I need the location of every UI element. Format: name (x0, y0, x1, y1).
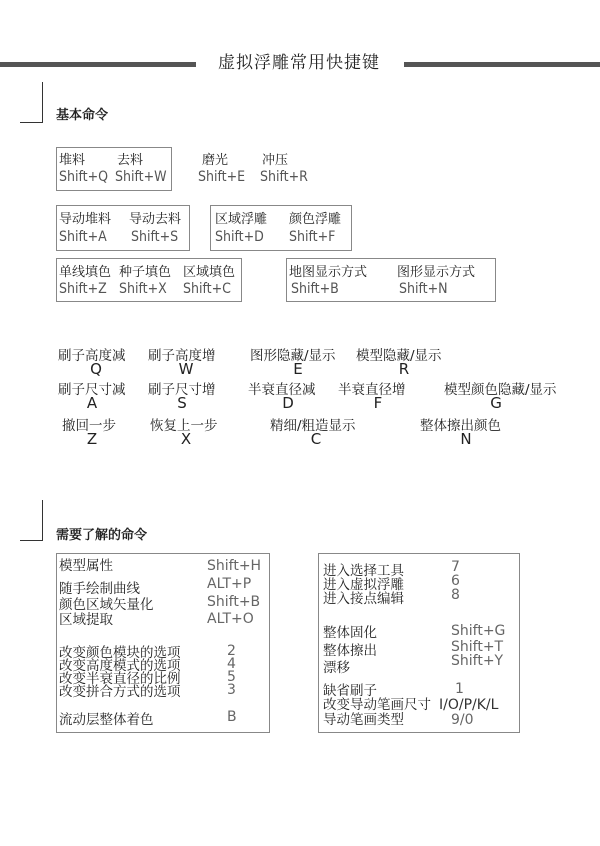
panel-label: 改变导动笔画尺寸 (323, 697, 431, 713)
panel-key: Shift+G (451, 623, 506, 639)
panel-key: B (227, 709, 237, 725)
shortcut-box-6 (286, 258, 496, 302)
box-label: 单线填色 (59, 265, 112, 280)
box-label: 磨光 (202, 153, 229, 168)
grid-key: W (178, 360, 194, 378)
grid-key: A (86, 394, 98, 412)
grid-key: C (310, 430, 322, 448)
panel-label: 改变拼合方式的选项 (59, 684, 181, 700)
box-label: 图形显示方式 (397, 265, 476, 280)
grid-key: Z (86, 430, 98, 448)
panel-key: 4 (227, 656, 236, 672)
box-key: Shift+D (215, 229, 264, 245)
panel-key: ALT+O (207, 611, 254, 627)
box-key: Shift+R (260, 169, 308, 185)
box-key: Shift+E (198, 169, 246, 185)
left-command-panel (56, 553, 270, 733)
panel-label: 改变半衰直径的比例 (59, 671, 181, 687)
section-title-basic: 基本命令 (56, 108, 109, 123)
shortcut-box-5 (56, 258, 242, 302)
panel-key: I/O/P/K/L (439, 697, 499, 713)
panel-key: ALT+P (207, 576, 252, 592)
section-corner-2 (20, 500, 43, 541)
panel-label: 进入接点编辑 (323, 591, 404, 607)
box-key: Shift+X (119, 281, 167, 297)
panel-label: 颜色区域矢量化 (59, 597, 154, 613)
grid-label: 精细/粗造显示 (270, 418, 356, 434)
panel-key: Shift+H (207, 558, 262, 574)
box-key: Shift+C (183, 281, 231, 297)
box-label: 堆料 (59, 153, 86, 168)
panel-label: 导动笔画类型 (323, 712, 404, 728)
header-rule-left (0, 62, 196, 67)
panel-label: 改变高度模式的选项 (59, 658, 181, 674)
shortcut-box-1 (56, 147, 172, 191)
grid-label: 图形隐藏/显示 (250, 348, 336, 364)
box-label: 去料 (117, 153, 144, 168)
grid-key: R (398, 360, 410, 378)
panel-key: Shift+Y (451, 653, 504, 669)
panel-label: 改变颜色模块的选项 (59, 645, 181, 661)
panel-key: 8 (451, 587, 460, 603)
section-title-advanced: 需要了解的命令 (56, 528, 148, 543)
grid-key: S (177, 394, 187, 412)
page-title: 虚拟浮雕常用快捷键 (218, 53, 380, 73)
grid-label: 半衰直径增 (338, 382, 406, 398)
box-key: Shift+S (131, 229, 179, 245)
header-rule-right (404, 62, 600, 67)
shortcut-box-4 (210, 205, 352, 251)
panel-key: 7 (451, 559, 460, 575)
section-corner-1 (20, 82, 43, 123)
box-label: 区域填色 (183, 265, 236, 280)
grid-key: F (373, 394, 383, 412)
panel-label: 随手绘制曲线 (59, 581, 140, 597)
grid-label: 刷子高度增 (148, 348, 216, 364)
panel-key: Shift+B (207, 594, 261, 610)
panel-key: 6 (451, 573, 460, 589)
box-label: 地图显示方式 (289, 265, 368, 280)
grid-key: X (180, 430, 192, 448)
shortcut-box-3 (56, 205, 190, 251)
panel-key: 2 (227, 643, 236, 659)
box-label: 冲压 (262, 153, 289, 168)
panel-label: 缺省刷子 (323, 683, 377, 699)
panel-label: 整体擦出 (323, 643, 377, 659)
panel-label: 整体固化 (323, 625, 377, 641)
grid-key: G (490, 394, 502, 412)
panel-key: 9/0 (451, 712, 474, 728)
panel-key: 3 (227, 682, 236, 698)
box-key: Shift+N (399, 281, 448, 297)
grid-label: 刷子高度减 (58, 348, 126, 364)
panel-key: 1 (455, 681, 464, 697)
grid-key: Q (90, 360, 102, 378)
box-key: Shift+B (291, 281, 339, 297)
box-key: Shift+A (59, 229, 107, 245)
grid-label: 半衰直径减 (248, 382, 316, 398)
grid-key: N (460, 430, 472, 448)
box-label: 导动堆料 (59, 212, 112, 227)
panel-key: 5 (227, 669, 236, 685)
panel-label: 漂移 (323, 660, 350, 676)
grid-label: 模型颜色隐藏/显示 (444, 382, 557, 398)
right-command-panel (318, 553, 520, 733)
grid-label: 模型隐藏/显示 (356, 348, 442, 364)
box-label: 种子填色 (119, 265, 172, 280)
grid-label: 撤回一步 (62, 418, 116, 434)
grid-key: D (282, 394, 294, 412)
box-label: 区域浮雕 (215, 212, 268, 227)
panel-label: 进入选择工具 (323, 563, 404, 579)
panel-label: 进入虚拟浮雕 (323, 577, 404, 593)
box-key: Shift+Q (59, 169, 109, 185)
grid-key: E (293, 360, 303, 378)
box-label: 颜色浮雕 (289, 212, 342, 227)
box-key: Shift+F (289, 229, 336, 245)
panel-key: Shift+T (451, 639, 504, 655)
box-key: Shift+Z (59, 281, 107, 297)
box-label: 导动去料 (129, 212, 182, 227)
grid-label: 刷子尺寸增 (148, 382, 216, 398)
panel-label: 区域提取 (59, 612, 113, 628)
panel-label: 流动层整体着色 (59, 712, 154, 728)
box-key: Shift+W (115, 169, 167, 185)
grid-label: 刷子尺寸减 (58, 382, 126, 398)
grid-label: 恢复上一步 (150, 418, 218, 434)
panel-label: 模型属性 (59, 558, 113, 574)
grid-label: 整体擦出颜色 (420, 418, 501, 434)
